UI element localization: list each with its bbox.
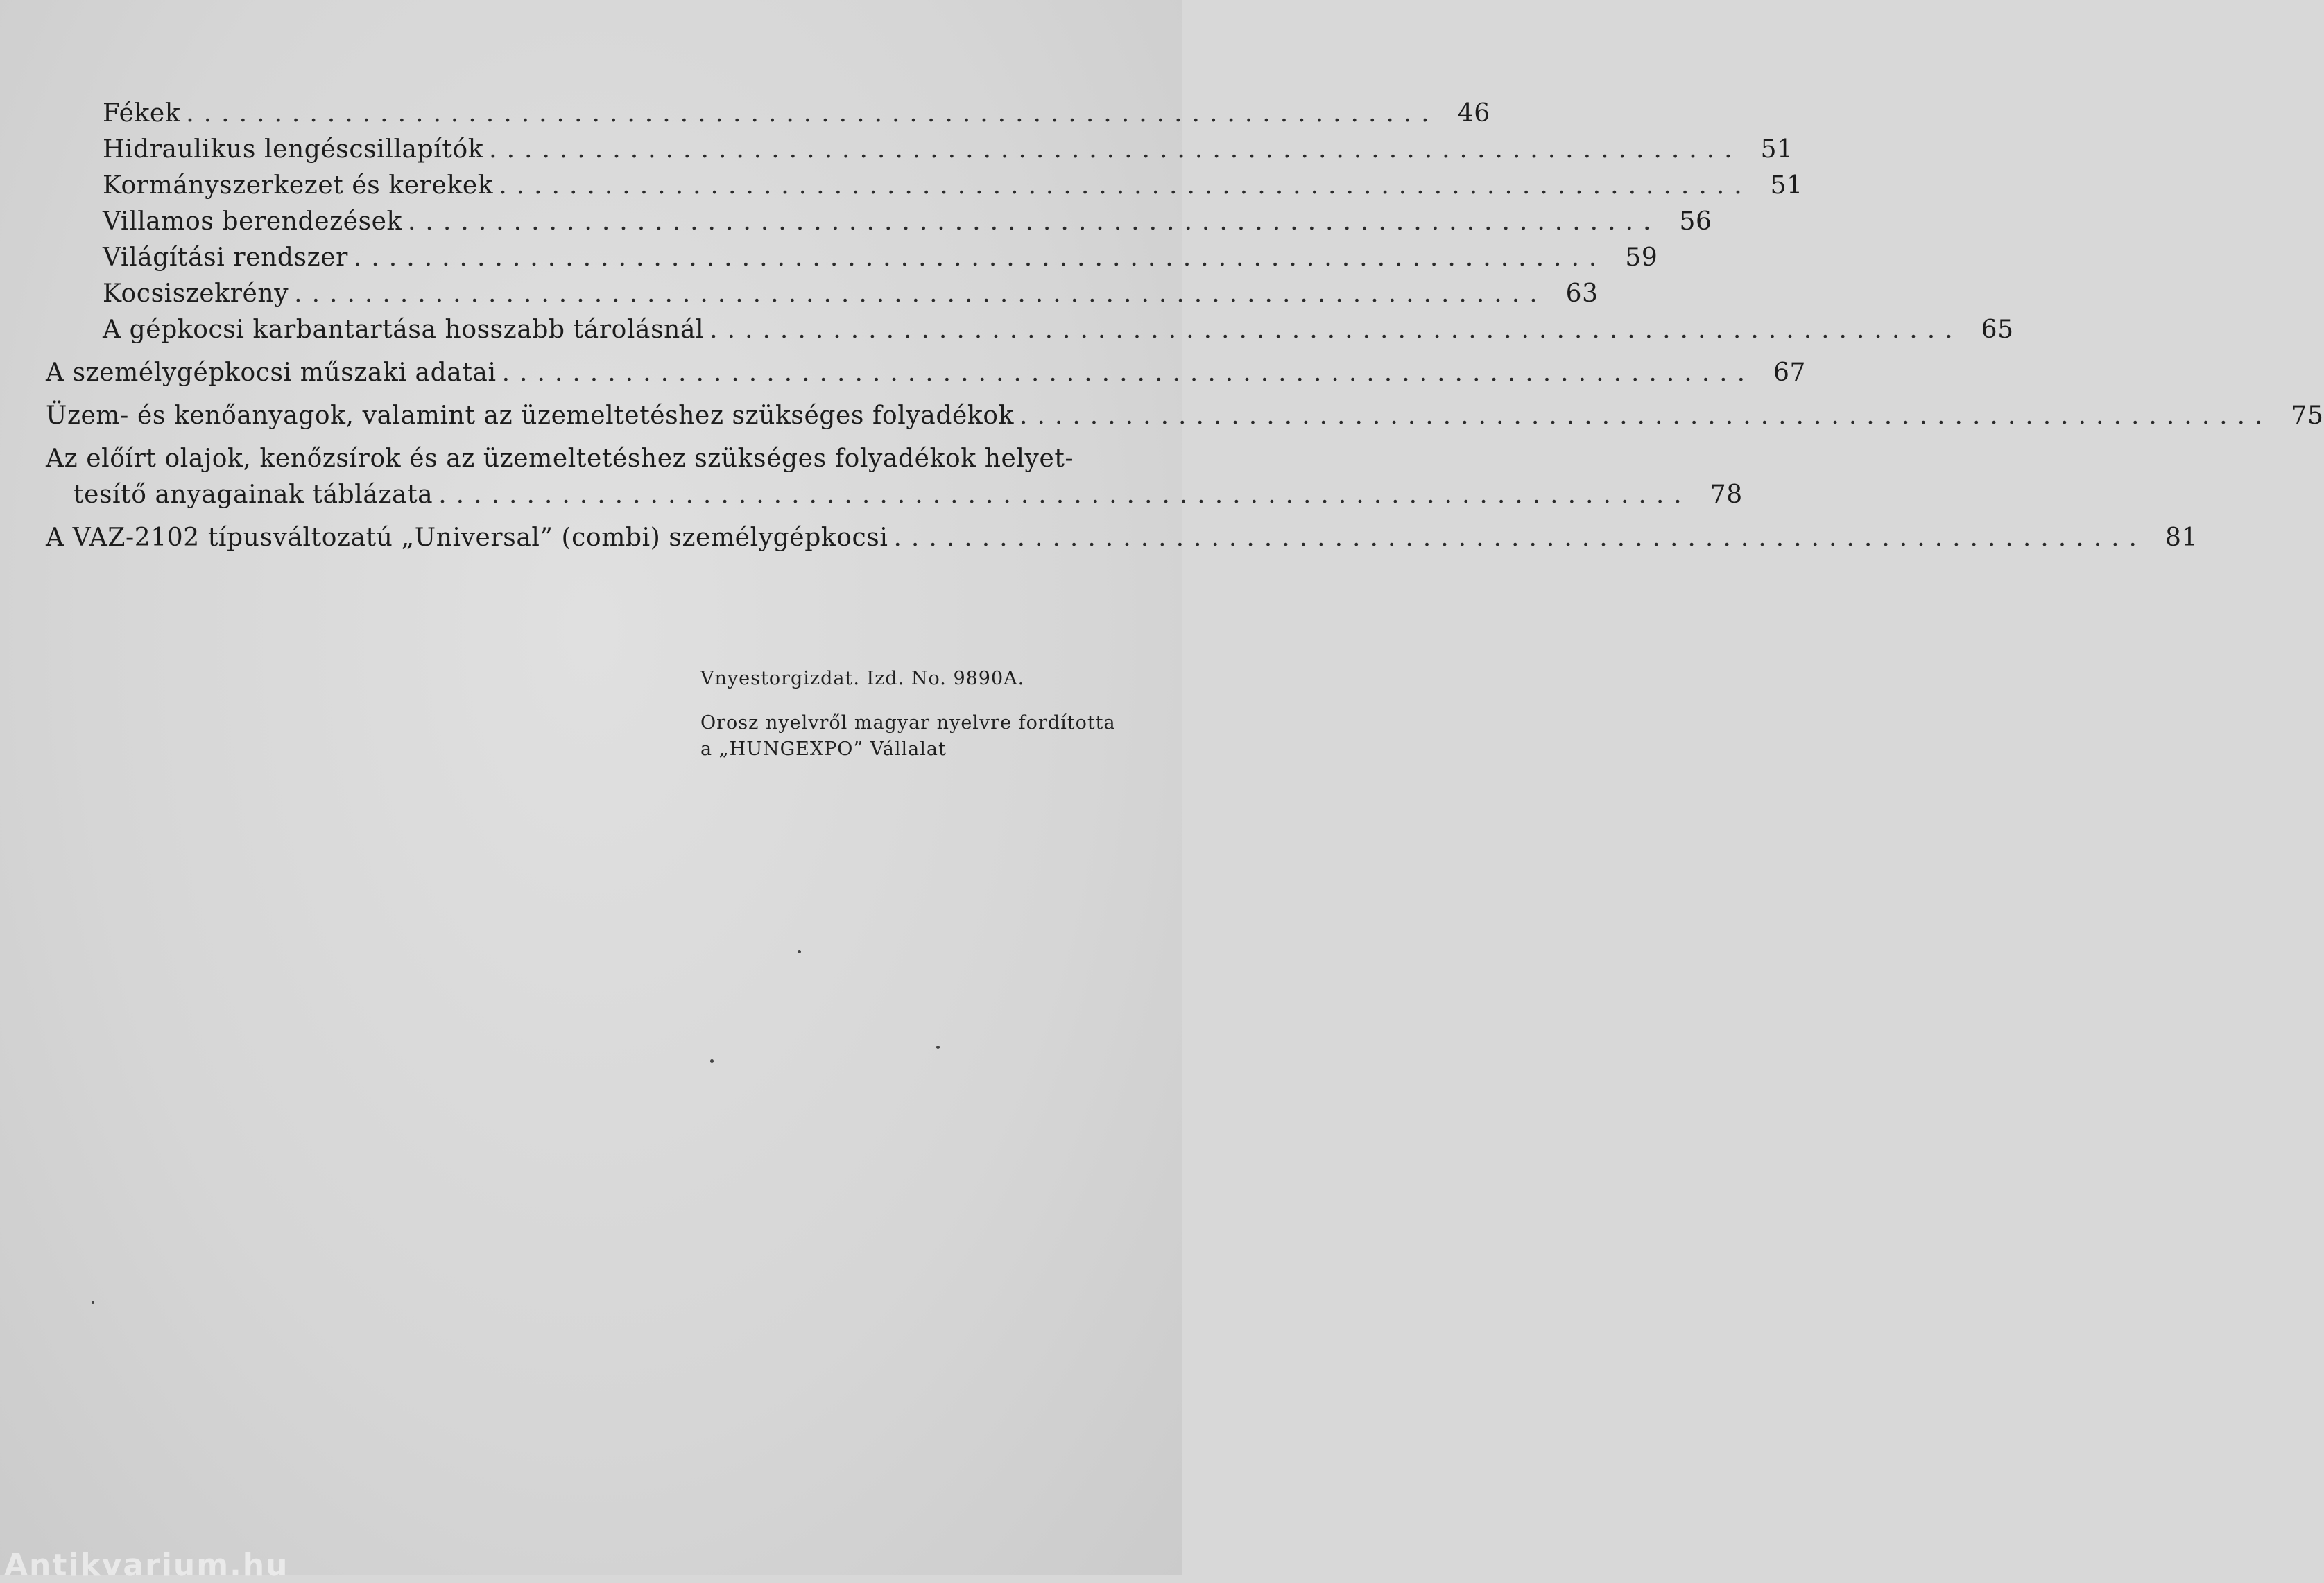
dot-leader: .......................................................................: [186, 99, 1439, 128]
toc-entry-title: Hidraulikus lengéscsillapítók: [103, 135, 484, 164]
toc-entry-title: A személygépkocsi műszaki adatai: [46, 358, 497, 387]
colophon: [700, 666, 1116, 763]
translation-line-1: Orosz nyelvről magyar nyelvre fordította: [700, 712, 1116, 734]
dust-speck: [936, 1046, 940, 1049]
toc-entry-page: 67: [1773, 358, 1807, 387]
toc-entry-title: Fékek: [103, 99, 181, 128]
dust-speck: [710, 1059, 714, 1063]
toc-entry-title: Villamos berendezések: [103, 207, 402, 236]
dot-leader: .......................................................................: [501, 358, 1755, 387]
toc-entry-page: 78: [1710, 481, 1743, 509]
dot-leader: .......................................................................: [893, 524, 2146, 552]
dot-leader: .......................................................................: [709, 315, 1963, 344]
toc-entry-page: 81: [2164, 524, 2198, 552]
toc-entry-title-line2: tesítő anyagainak táblázata: [74, 481, 433, 509]
toc-entry-title: Üzem- és kenőanyagok, valamint az üzemeltetéshez szükséges folyadékok: [46, 401, 1015, 430]
dust-speck: [92, 1301, 94, 1304]
toc-entry: [46, 355, 1807, 391]
toc-entry-title: Kormányszerkezet és kerekek: [103, 171, 494, 200]
dot-leader: .......................................................................: [438, 481, 1692, 509]
toc-entry: [46, 96, 1490, 132]
toc-entry: [46, 132, 1793, 168]
translation-line-2: a „HUNGEXPO” Vállalat: [700, 738, 947, 760]
dot-leader: .......................................................................: [353, 243, 1607, 272]
toc-entry-page: 63: [1565, 279, 1599, 308]
toc-entry-title: A VAZ-2102 típusváltozatú „Universal” (combi) személygépkocsi: [46, 524, 888, 552]
toc-entry-page: 56: [1679, 207, 1712, 236]
dot-leader: .......................................................................: [1019, 401, 2273, 430]
toc-entry: [46, 520, 2198, 556]
toc-entry-page: 75: [2291, 401, 2324, 430]
toc-entry-page: 65: [1981, 315, 2014, 344]
toc-entry: [46, 240, 1658, 276]
publisher-line: Vnyestorgizdat. Izd. No. 9890A.: [700, 668, 1025, 689]
toc-entry-page: 46: [1457, 99, 1490, 128]
toc-entry: [46, 312, 2014, 348]
table-of-contents: [46, 96, 2324, 556]
toc-entry: [46, 276, 1599, 312]
dot-leader: .......................................................................: [407, 207, 1661, 236]
toc-entry: [46, 204, 1712, 240]
toc-entry-page: 59: [1625, 243, 1658, 272]
watermark: Antikvarium.hu: [4, 1548, 289, 1583]
toc-entry: [46, 398, 2324, 434]
toc-entry: [46, 441, 1743, 513]
dot-leader: .......................................................................: [489, 135, 1742, 164]
toc-entry-page: 51: [1770, 171, 1803, 200]
toc-entry-page: 51: [1760, 135, 1793, 164]
dust-speck: [798, 950, 801, 953]
dot-leader: .......................................................................: [499, 171, 1752, 200]
toc-entry-title-line1: Az előírt olajok, kenőzsírok és az üzemeltetéshez szükséges folyadékok helyet-: [46, 444, 1074, 473]
toc-entry-title: Világítási rendszer: [103, 243, 348, 272]
dot-leader: .......................................................................: [294, 279, 1547, 308]
toc-entry: [46, 168, 1803, 204]
toc-entry-title: Kocsiszekrény: [103, 279, 289, 308]
toc-entry-title: A gépkocsi karbantartása hosszabb tárolásnál: [103, 315, 705, 344]
